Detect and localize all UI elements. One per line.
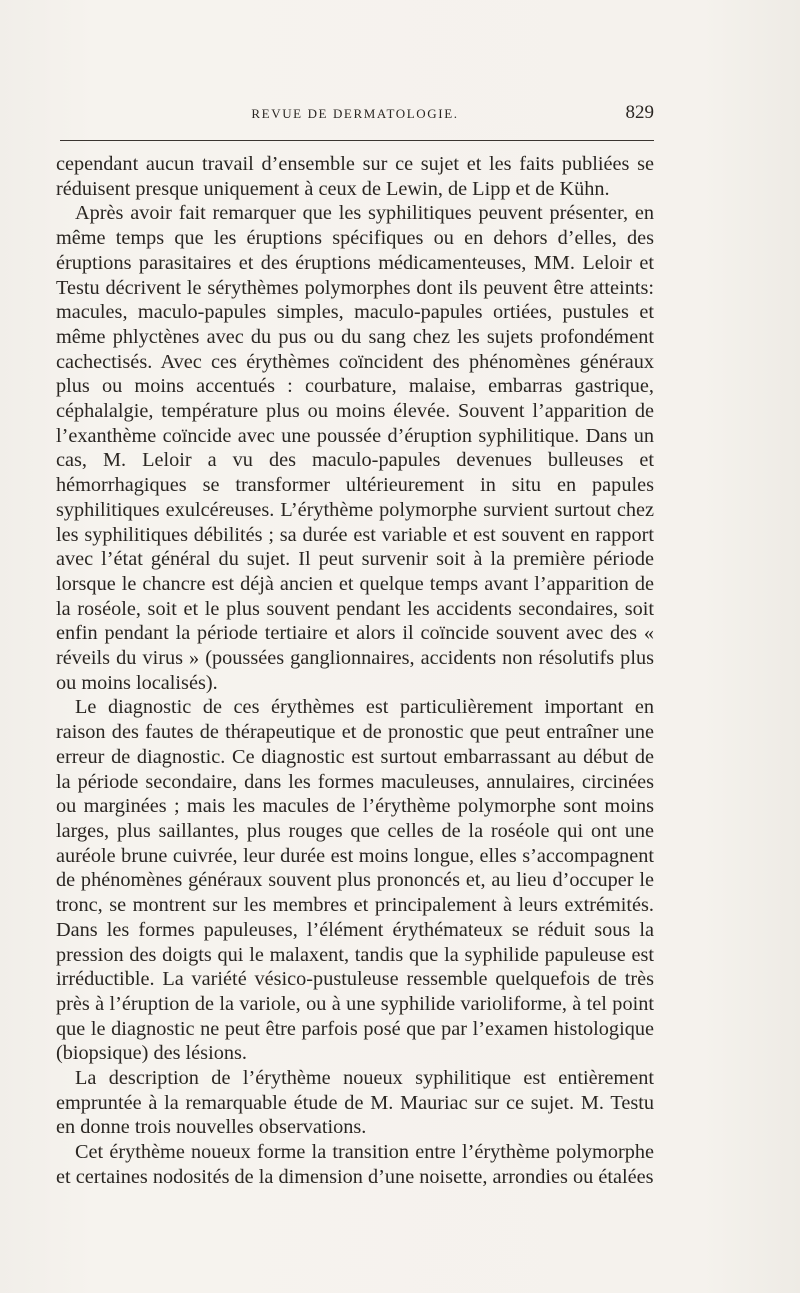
header-rule [60, 140, 654, 141]
running-header [56, 102, 654, 126]
paragraph: cependant aucun travail d’ensemble sur ce sujet et les faits publiées se réduisent presque uniquement à ceux de Lewin, de Lipp et de Kühn. [56, 153, 654, 200]
paragraph: Après avoir fait remarquer que les syphilitiques peuvent présenter, en même temps que les éruptions spécifiques ou en dehors d’elles, des éruptions parasitaires et des éruptions médicamenteuses, MM. Leloir et Testu décrivent le sérythèmes polymorphes dont ils peuvent être atteints: macules, maculo-papules simples, maculo-papules ortiées, pustules et même phlyctènes avec du pus ou du sang chez les sujets profondément cachectisés. Avec ces érythèmes coïncident des phénomènes généraux plus ou moins accentués : courbature, malaise, embarras gastrique, céphalalgie, température plus ou moins élevée. Souvent l’apparition de l’exanthème coïncide avec une poussée d’éruption syphilitique. Dans un cas, M. Leloir a vu des maculo-papules devenues bulleuses et hémorrhagiques se transformer ultérieurement in situ en papules syphilitiques exulcéreuses. L’érythème polymorphe survient surtout chez les syphilitiques débilités ; sa durée est variable et est souvent en rapport avec l’état général du sujet. Il peut survenir soit à la première période lorsque le chancre est déjà ancien et quelque temps avant l’apparition de la roséole, soit et le plus souvent pendant les accidents secondaires, soit enfin pendant la période tertiaire et alors il coïncide souvent avec des « réveils du virus » (poussées ganglionnaires, accidents non résolutifs plus ou moins localisés). [56, 202, 654, 694]
paragraph: Cet érythème noueux forme la transition entre l’érythème polymorphe et certaines nodosités de la dimension d’une noisette, arrondies ou étalées [56, 1141, 654, 1188]
paragraph: La description de l’érythème noueux syphilitique est entièrement empruntée à la remarquable étude de M. Mauriac sur ce sujet. M. Testu en donne trois nouvelles observations. [56, 1067, 654, 1139]
journal-title: REVUE DE DERMATOLOGIE. [251, 106, 459, 121]
body-text [56, 152, 654, 1190]
page-number: 829 [625, 102, 654, 123]
paragraph: Le diagnostic de ces érythèmes est particulièrement important en raison des fautes de thérapeutique et de pronostic que peut entraîner une erreur de diagnostic. Ce diagnostic est surtout embarrassant au début de la période secondaire, dans les formes maculeuses, annulaires, circinées ou marginées ; mais les macules de l’érythème polymorphe sont moins larges, plus saillantes, plus rouges que celles de la roséole qui ont une auréole brune cuivrée, leur durée est moins longue, elles s’accompagnent de phénomènes généraux souvent plus prononcés et, au lieu d’occuper le tronc, se montrent sur les membres et principalement à leurs extrémités. Dans les formes papuleuses, l’élément érythémateux se réduit sous la pression des doigts qui le malaxent, tandis que la syphilide papuleuse est irréductible. La variété vésico-pustuleuse ressemble quelquefois de très près à l’éruption de la variole, ou à une syphilide varioliforme, à tel point que le diagnostic ne peut être parfois posé que par l’examen histologique (biopsique) des lésions. [56, 696, 654, 1065]
